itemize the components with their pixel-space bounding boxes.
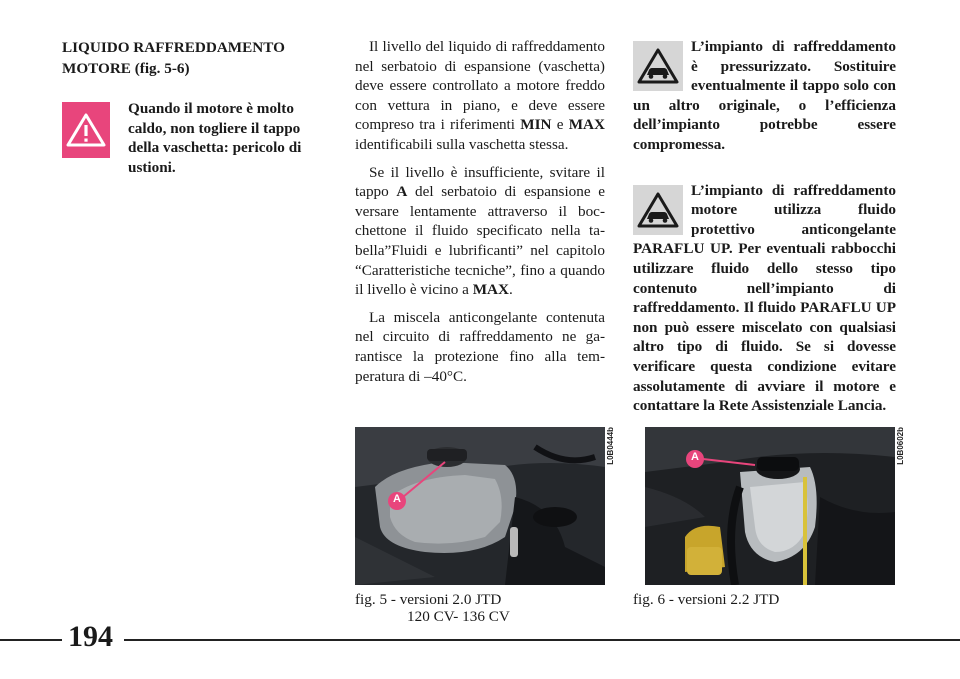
figure-6-caption — [633, 591, 893, 608]
figure-6-code: L0B0602b — [896, 427, 905, 465]
min-marker: MIN — [520, 116, 552, 134]
p1-text-b: identificabili sulla vaschetta stessa. — [355, 135, 569, 153]
paragraph-level-check — [355, 37, 605, 155]
figure-6-caption-line1: fig. 6 - versioni 2.2 JTD — [633, 591, 780, 608]
p2-text-b: del serbatoio di espansione e versare lentamente attraverso il bocchettone il fluido specificato nella tabella”Fluidi e lubrificanti” nel capitolo “Caratteristiche tecniche”, fino a quando il livello è vicino a — [355, 183, 605, 299]
page-number: 194 — [68, 620, 113, 653]
max-marker-2: MAX — [472, 281, 509, 299]
note-pressurized-text: L’impianto di raffreddamento è pressurizzato. Sostituire eventualmente il tappo solo con un altro originale, o l’efficienza dell’impianto potrebbe essere compromessa. — [633, 38, 896, 153]
p2-text-a: Se il livello è insufficiente, svitare il tappo — [355, 163, 605, 201]
paragraph-antifreeze: La miscela anticongelante contenuta nel circuito di raffreddamento ne garantisce la protezione fino alla temperatura di –40°C. — [355, 308, 605, 385]
figure-6-photo — [645, 427, 895, 585]
p1-text-a: Il livello del liquido di raffreddamento nel serbatoio di espansione (vaschetta) deve essere controllato a motore freddo con vettura in piano, e deve essere compreso tra i riferimenti — [355, 38, 605, 134]
figure-5-photo — [355, 427, 605, 585]
figure-6-label-a: A — [691, 451, 699, 463]
section-title — [62, 37, 318, 79]
car-warning-triangle-icon — [633, 41, 683, 91]
note-pressurized — [633, 37, 896, 155]
column-middle — [355, 37, 605, 386]
note-paraflu-text: L’impianto di raffreddamento motore utilizza fluido protettivo anticongelante PARAFLU UP. Per eventuali rabbocchi utilizzare fluido dello stesso tipo contenuto nell’impianto di raffreddamento. Il fluido PARAFLU UP non può essere miscelato con qualsiasi altro tipo di fluido. Se si dovesse verificare questa condizione evitare assolutamente di avviare il motore e contattare la Rete Assistenziale Lancia. — [633, 181, 896, 415]
warning-triangle-icon — [62, 102, 110, 158]
note-paraflu — [633, 181, 896, 416]
footer-rule-right — [124, 639, 960, 641]
section-title-line2: MOTORE (fig. 5-6) — [62, 60, 190, 77]
p1-and: e — [551, 116, 569, 134]
footer-rule-left — [0, 639, 62, 641]
figure-5-code: L0B0444b — [606, 427, 615, 465]
max-marker: MAX — [568, 116, 605, 134]
paragraph-refill — [355, 163, 605, 300]
car-warning-triangle-icon — [633, 185, 683, 235]
figure-5-label-a: A — [393, 493, 401, 505]
warning-hot-engine-text: Quando il motore è molto caldo, non togliere il tappo della vaschetta: pericolo di ustioni. — [128, 100, 302, 176]
cap-label-a: A — [396, 183, 408, 201]
warning-hot-engine — [62, 99, 318, 177]
figure-5-caption-line1: fig. 5 - versioni 2.0 JTD — [355, 591, 502, 608]
column-right — [633, 37, 896, 416]
p2-end: . — [508, 281, 513, 299]
figure-5-caption — [355, 591, 605, 625]
section-title-line1: LIQUIDO RAFFREDDAMENTO — [62, 39, 285, 56]
figure-5-caption-line2: 120 CV- 136 CV — [407, 608, 510, 625]
column-left — [62, 37, 318, 177]
